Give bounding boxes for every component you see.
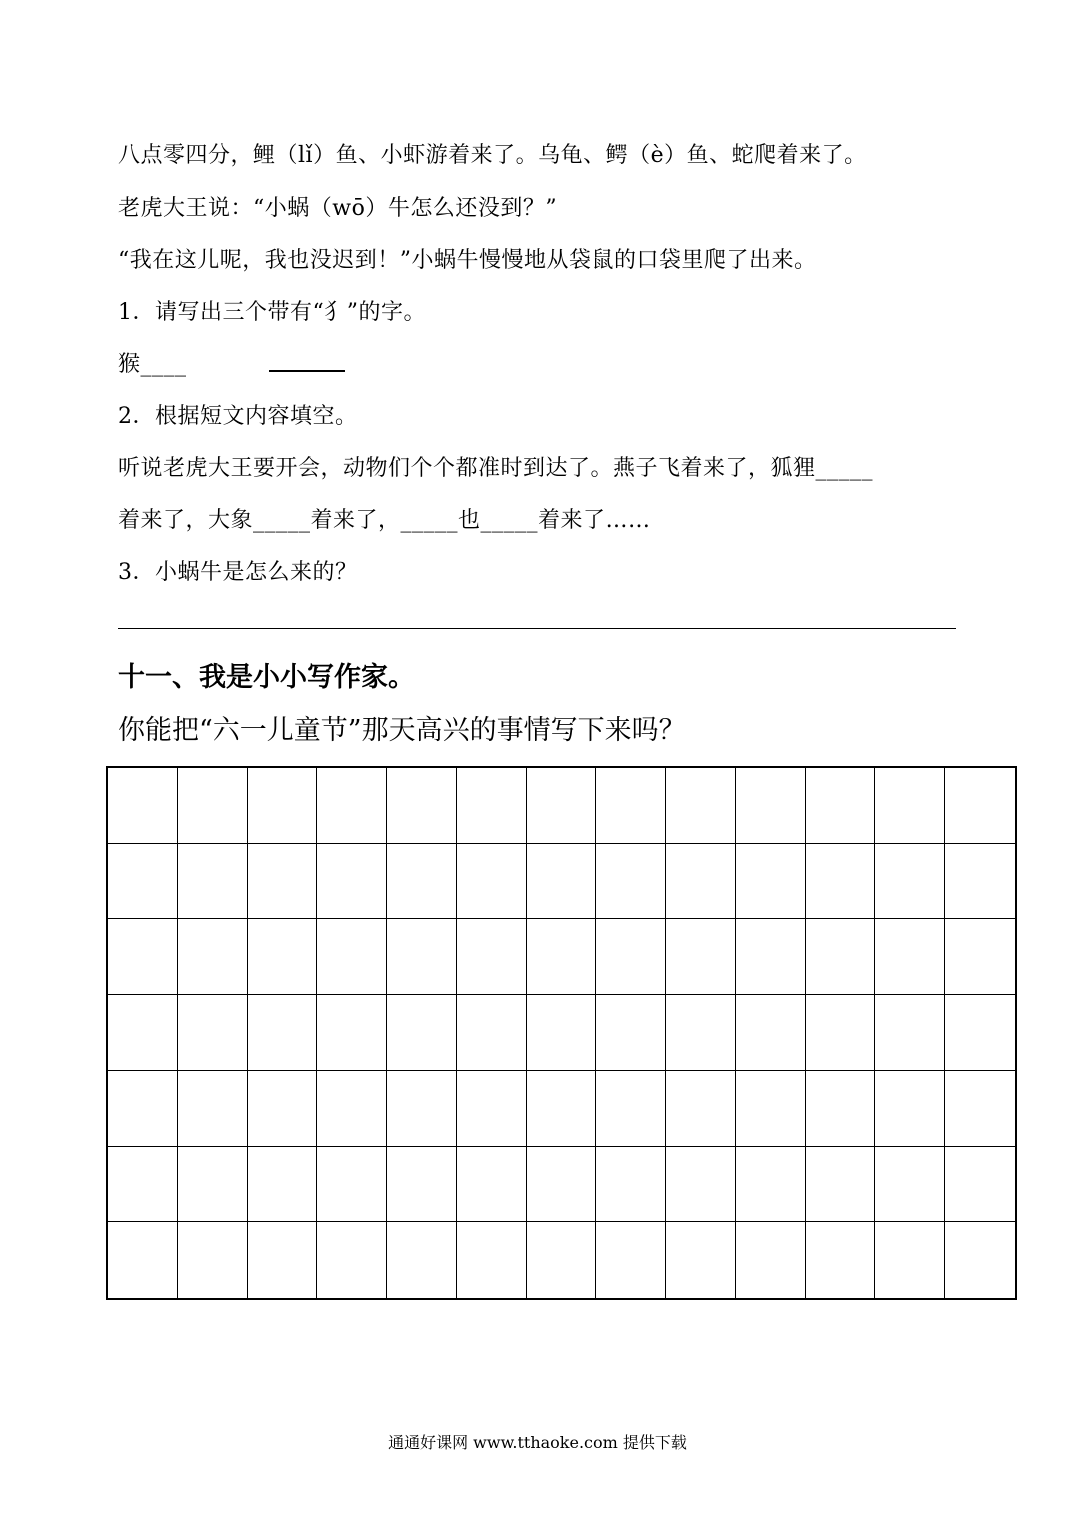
grid-cell[interactable] <box>178 995 248 1071</box>
grid-cell[interactable] <box>806 1222 876 1298</box>
grid-cell[interactable] <box>596 1147 666 1223</box>
grid-cell[interactable] <box>666 995 736 1071</box>
grid-cell[interactable] <box>248 919 318 995</box>
grid-cell[interactable] <box>736 995 806 1071</box>
grid-cell[interactable] <box>178 1222 248 1298</box>
grid-cell[interactable] <box>248 768 318 844</box>
grid-cell[interactable] <box>457 995 527 1071</box>
grid-cell[interactable] <box>945 1147 1015 1223</box>
grid-cell[interactable] <box>666 844 736 920</box>
grid-cell[interactable] <box>387 768 457 844</box>
grid-cell[interactable] <box>527 1147 597 1223</box>
grid-cell[interactable] <box>317 1071 387 1147</box>
grid-cell[interactable] <box>387 1222 457 1298</box>
grid-cell[interactable] <box>248 995 318 1071</box>
grid-cell[interactable] <box>806 1071 876 1147</box>
grid-cell[interactable] <box>108 995 178 1071</box>
grid-cell[interactable] <box>178 919 248 995</box>
question-2-line-1: 听说老虎大王要开会，动物们个个都准时到达了。燕子飞着来了，狐狸_____ <box>118 456 874 481</box>
question-3-prompt: 3．小蜗牛是怎么来的？ <box>118 560 358 585</box>
grid-cell[interactable] <box>178 1071 248 1147</box>
writing-prompt: 你能把“六一儿童节”那天高兴的事情写下来吗？ <box>118 715 686 746</box>
question-1-answer-prefix: 猴____ <box>118 352 187 377</box>
grid-cell[interactable] <box>736 1147 806 1223</box>
grid-cell[interactable] <box>666 919 736 995</box>
grid-cell[interactable] <box>875 768 945 844</box>
grid-cell[interactable] <box>108 919 178 995</box>
grid-cell[interactable] <box>317 995 387 1071</box>
grid-cell[interactable] <box>317 844 387 920</box>
grid-cell[interactable] <box>457 844 527 920</box>
grid-cell[interactable] <box>108 1071 178 1147</box>
grid-cell[interactable] <box>527 919 597 995</box>
grid-cell[interactable] <box>178 768 248 844</box>
grid-cell[interactable] <box>527 995 597 1071</box>
grid-cell[interactable] <box>527 1071 597 1147</box>
grid-cell[interactable] <box>248 1147 318 1223</box>
grid-cell[interactable] <box>317 768 387 844</box>
grid-cell[interactable] <box>596 844 666 920</box>
question-1-prompt: 1．请写出三个带有“犭”的字。 <box>118 300 426 325</box>
grid-cell[interactable] <box>387 1071 457 1147</box>
grid-cell[interactable] <box>387 1147 457 1223</box>
grid-cell[interactable] <box>457 1071 527 1147</box>
grid-cell[interactable] <box>666 1222 736 1298</box>
grid-cell[interactable] <box>806 768 876 844</box>
grid-cell[interactable] <box>945 995 1015 1071</box>
grid-cell[interactable] <box>666 768 736 844</box>
passage-line-1: 八点零四分，鲤（lǐ）鱼、小虾游着来了。乌龟、鳄（è）鱼、蛇爬着来了。 <box>118 143 867 168</box>
grid-cell[interactable] <box>527 844 597 920</box>
grid-cell[interactable] <box>248 1222 318 1298</box>
grid-cell[interactable] <box>178 844 248 920</box>
grid-cell[interactable] <box>736 844 806 920</box>
grid-cell[interactable] <box>806 995 876 1071</box>
question-3-answer-line[interactable] <box>118 628 956 629</box>
grid-cell[interactable] <box>248 844 318 920</box>
grid-cell[interactable] <box>736 1071 806 1147</box>
grid-cell[interactable] <box>945 768 1015 844</box>
passage-line-2: 老虎大王说：“小蜗（wō）牛怎么还没到？” <box>118 196 558 221</box>
grid-cell[interactable] <box>457 1222 527 1298</box>
writing-grid[interactable] <box>106 766 1017 1300</box>
passage-line-3: “我在这儿呢，我也没迟到！”小蜗牛慢慢地从袋鼠的口袋里爬了出来。 <box>118 248 817 273</box>
grid-cell[interactable] <box>875 844 945 920</box>
grid-cell[interactable] <box>317 919 387 995</box>
section-11-heading: 十一、我是小小写作家。 <box>118 662 415 693</box>
grid-cell[interactable] <box>178 1147 248 1223</box>
grid-cell[interactable] <box>736 1222 806 1298</box>
grid-cell[interactable] <box>875 1147 945 1223</box>
grid-cell[interactable] <box>806 919 876 995</box>
grid-cell[interactable] <box>317 1147 387 1223</box>
grid-cell[interactable] <box>736 919 806 995</box>
grid-cell[interactable] <box>108 1147 178 1223</box>
grid-cell[interactable] <box>945 919 1015 995</box>
grid-cell[interactable] <box>457 1147 527 1223</box>
grid-cell[interactable] <box>596 1222 666 1298</box>
grid-cell[interactable] <box>945 1222 1015 1298</box>
grid-cell[interactable] <box>666 1071 736 1147</box>
grid-cell[interactable] <box>527 768 597 844</box>
grid-cell[interactable] <box>387 844 457 920</box>
grid-cell[interactable] <box>875 1071 945 1147</box>
grid-cell[interactable] <box>596 995 666 1071</box>
grid-cell[interactable] <box>457 919 527 995</box>
grid-cell[interactable] <box>317 1222 387 1298</box>
grid-cell[interactable] <box>108 1222 178 1298</box>
grid-cell[interactable] <box>875 995 945 1071</box>
grid-cell[interactable] <box>457 768 527 844</box>
grid-cell[interactable] <box>945 1071 1015 1147</box>
grid-cell[interactable] <box>387 995 457 1071</box>
grid-cell[interactable] <box>596 919 666 995</box>
grid-cell[interactable] <box>108 768 178 844</box>
grid-cell[interactable] <box>806 1147 876 1223</box>
question-2-line-2: 着来了，大象_____着来了，_____也_____着来了…… <box>118 508 651 533</box>
grid-cell[interactable] <box>945 844 1015 920</box>
grid-cell[interactable] <box>875 1222 945 1298</box>
answer-blank-line[interactable] <box>269 370 345 372</box>
grid-cell[interactable] <box>527 1222 597 1298</box>
footer-credit: 通通好课网 www.tthaoke.com 提供下载 <box>388 1433 687 1452</box>
grid-cell[interactable] <box>248 1071 318 1147</box>
grid-cell[interactable] <box>596 1071 666 1147</box>
question-2-prompt: 2．根据短文内容填空。 <box>118 404 358 429</box>
grid-cell[interactable] <box>875 919 945 995</box>
grid-cell[interactable] <box>666 1147 736 1223</box>
grid-cell[interactable] <box>108 844 178 920</box>
grid-cell[interactable] <box>806 844 876 920</box>
grid-cell[interactable] <box>736 768 806 844</box>
grid-cell[interactable] <box>387 919 457 995</box>
grid-cell[interactable] <box>596 768 666 844</box>
